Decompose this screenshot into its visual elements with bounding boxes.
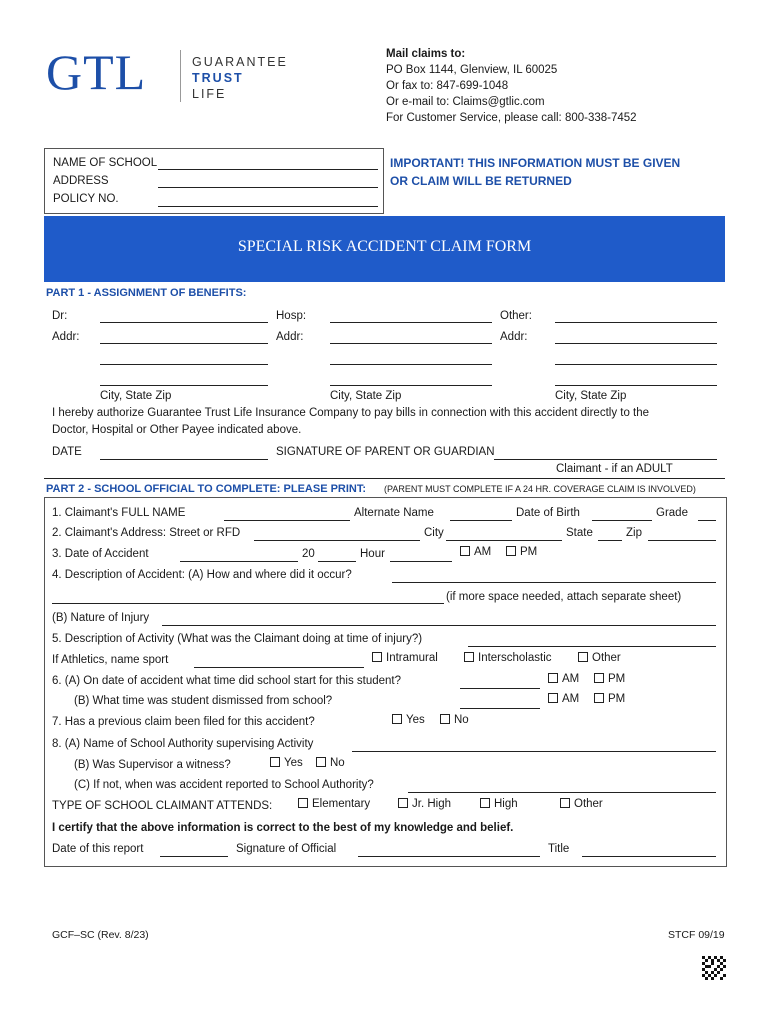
date-label: DATE: [52, 446, 82, 458]
policy-no-label: POLICY NO.: [53, 193, 119, 205]
date-report-label: Date of this report: [52, 843, 144, 855]
q8c-field[interactable]: [408, 792, 716, 793]
q8b-no-checkbox[interactable]: [316, 757, 326, 767]
other-addr-label: Addr:: [500, 331, 528, 343]
hour-label: Hour: [360, 548, 385, 560]
q8b-no-text: No: [330, 757, 345, 769]
state-label: State: [566, 527, 593, 539]
dob-label: Date of Birth: [516, 507, 580, 519]
year-label: 20: [302, 548, 315, 560]
school-type-label: TYPE OF SCHOOL CLAIMANT ATTENDS:: [52, 800, 273, 812]
q3-pm-checkbox[interactable]: [506, 546, 516, 556]
title-field[interactable]: [582, 856, 716, 857]
authorize-line-1: I hereby authorize Guarantee Trust Life Insurance Company to pay bills in connection with this accident directly to the: [52, 407, 650, 419]
intramural-checkbox[interactable]: [372, 652, 382, 662]
mail-service: For Customer Service, please call: 800-338-7452: [386, 112, 637, 124]
sig-official-field[interactable]: [358, 856, 540, 857]
hosp-addr2-field[interactable]: [330, 364, 492, 365]
q6b-pm-text: PM: [608, 693, 626, 705]
mail-heading: Mail claims to:: [386, 48, 466, 60]
sig-official-label: Signature of Official: [236, 843, 337, 855]
mail-email: Or e-mail to: Claims@gtlic.com: [386, 96, 545, 108]
q8b-yes-option[interactable]: [270, 756, 303, 770]
athletics-other-option[interactable]: [578, 651, 621, 665]
q6b-field[interactable]: [460, 708, 540, 709]
hosp-label: Hosp:: [276, 310, 307, 322]
athletics-field[interactable]: [194, 667, 364, 668]
gtl-logo: [46, 44, 146, 100]
q1-label: 1. Claimant's FULL NAME: [52, 507, 186, 519]
q8c-label: (C) If not, when was accident reported to School Authority?: [74, 779, 374, 791]
mail-fax: Or fax to: 847-699-1048: [386, 80, 509, 92]
q8b-yes-text: Yes: [284, 757, 303, 769]
elementary-option[interactable]: [298, 797, 370, 811]
q3-am-option[interactable]: [460, 545, 491, 559]
q6b-am-checkbox[interactable]: [548, 693, 558, 703]
high-text: High: [494, 798, 518, 810]
q7-yes-option[interactable]: [392, 713, 425, 727]
logo-divider: [180, 50, 181, 102]
q6b-pm-option[interactable]: [594, 692, 625, 706]
year-field[interactable]: [318, 561, 356, 562]
logo-line-life: LIFE: [192, 87, 227, 101]
dr-addr-label: Addr:: [52, 331, 80, 343]
elementary-text: Elementary: [312, 798, 371, 810]
other-field[interactable]: [555, 322, 717, 323]
q5-field[interactable]: [468, 646, 716, 647]
dr-city-label: City, State Zip: [100, 390, 172, 402]
interscholastic-text: Interscholastic: [478, 652, 552, 664]
footer-left: GCF–SC (Rev. 8/23): [52, 929, 149, 941]
jr-high-option[interactable]: [398, 797, 451, 811]
hosp-city-label: City, State Zip: [330, 390, 402, 402]
q6a-am-text: AM: [562, 673, 580, 685]
other-addr2-field[interactable]: [555, 364, 717, 365]
part2-note: (PARENT MUST COMPLETE IF A 24 HR. COVERAGE CLAIM IS INVOLVED): [384, 484, 696, 494]
school-other-text: Other: [574, 798, 603, 810]
school-other-option[interactable]: [560, 797, 603, 811]
logo-text: [192, 54, 288, 102]
q8b-label: (B) Was Supervisor a witness?: [74, 759, 231, 771]
logo-mark: GTL: [46, 44, 147, 100]
q6a-label: 6. (A) On date of accident what time did school start for this student?: [52, 675, 402, 687]
q3-pm-option[interactable]: [506, 545, 537, 559]
q7-label: 7. Has a previous claim been filed for this accident?: [52, 716, 315, 728]
intramural-option[interactable]: [372, 651, 438, 665]
school-name-label: NAME OF SCHOOL: [53, 157, 158, 169]
other-addr-field[interactable]: [555, 343, 717, 344]
logo-line-guarantee: GUARANTEE: [192, 55, 288, 69]
grade-label: Grade: [656, 507, 688, 519]
city-label: City: [424, 527, 444, 539]
q6a-pm-option[interactable]: [594, 672, 625, 686]
policy-no-field[interactable]: [158, 206, 378, 207]
q1-name-field[interactable]: [224, 520, 350, 521]
signature-field[interactable]: [494, 459, 717, 460]
q3-pm-text: PM: [520, 546, 538, 558]
jr-high-text: Jr. High: [412, 798, 451, 810]
q4-field[interactable]: [392, 582, 716, 583]
athletics-label: If Athletics, name sport: [52, 654, 169, 666]
school-address-field[interactable]: [158, 187, 378, 188]
hosp-city-field[interactable]: [330, 385, 492, 386]
interscholastic-checkbox[interactable]: [464, 652, 474, 662]
dr-city-field[interactable]: [100, 385, 268, 386]
claimant-adult-label: Claimant - if an ADULT: [556, 463, 673, 475]
q7-no-checkbox[interactable]: [440, 714, 450, 724]
q6a-pm-text: PM: [608, 673, 626, 685]
alt-name-label: Alternate Name: [354, 507, 434, 519]
athletics-other-text: Other: [592, 652, 621, 664]
hosp-addr-field[interactable]: [330, 343, 492, 344]
high-checkbox[interactable]: [480, 798, 490, 808]
q6a-am-checkbox[interactable]: [548, 673, 558, 683]
q4-field-2[interactable]: [52, 603, 444, 604]
date-field[interactable]: [100, 459, 268, 460]
q6a-field[interactable]: [460, 688, 540, 689]
q3-am-text: AM: [474, 546, 492, 558]
hosp-field[interactable]: [330, 322, 492, 323]
part2-heading: PART 2 - SCHOOL OFFICIAL TO COMPLETE: PLEASE PRINT:: [46, 483, 367, 495]
q7-no-option[interactable]: [440, 713, 469, 727]
mail-block: [386, 46, 637, 126]
jr-high-checkbox[interactable]: [398, 798, 408, 808]
school-address-label: ADDRESS: [53, 175, 109, 187]
q7-no-text: No: [454, 714, 469, 726]
school-other-checkbox[interactable]: [560, 798, 570, 808]
dr-addr2-field[interactable]: [100, 364, 268, 365]
nature-label: (B) Nature of Injury: [52, 612, 150, 624]
footer-right: STCF 09/19: [668, 929, 725, 941]
q3-date-field[interactable]: [180, 561, 298, 562]
athletics-other-checkbox[interactable]: [578, 652, 588, 662]
q3-label: 3. Date of Accident: [52, 548, 149, 560]
barcode-icon: [702, 956, 726, 980]
hosp-addr-label: Addr:: [276, 331, 304, 343]
q5-label: 5. Description of Activity (What was the Claimant doing at time of injury?): [52, 633, 423, 645]
authorize-line-2: Doctor, Hospital or Other Payee indicated above.: [52, 424, 302, 436]
q6b-pm-checkbox[interactable]: [594, 693, 604, 703]
q8a-label: 8. (A) Name of School Authority supervising Activity: [52, 738, 314, 750]
other-city-field[interactable]: [555, 385, 717, 386]
mail-address: PO Box 1144, Glenview, IL 60025: [386, 64, 558, 76]
elementary-checkbox[interactable]: [298, 798, 308, 808]
q3-am-checkbox[interactable]: [460, 546, 470, 556]
nature-field[interactable]: [162, 625, 716, 626]
q8b-no-option[interactable]: [316, 756, 345, 770]
q6a-pm-checkbox[interactable]: [594, 673, 604, 683]
q6b-am-text: AM: [562, 693, 580, 705]
alt-name-field[interactable]: [450, 520, 512, 521]
city-field[interactable]: [446, 540, 562, 541]
logo-line-trust: TRUST: [192, 71, 244, 85]
q4-label: 4. Description of Accident: (A) How and where did it occur?: [52, 569, 352, 581]
important-notice: [390, 154, 680, 190]
grade-field[interactable]: [698, 520, 716, 521]
intramural-text: Intramural: [386, 652, 438, 664]
important-line-2: OR CLAIM WILL BE RETURNED: [390, 174, 572, 188]
q7-yes-checkbox[interactable]: [392, 714, 402, 724]
title-label: Title: [548, 843, 570, 855]
q2-street-field[interactable]: [254, 540, 420, 541]
part1-heading: PART 1 - ASSIGNMENT OF BENEFITS:: [46, 287, 247, 299]
date-report-field[interactable]: [160, 856, 228, 857]
q6a-am-option[interactable]: [548, 672, 579, 686]
q6b-label: (B) What time was student dismissed from school?: [74, 695, 333, 707]
q8b-yes-checkbox[interactable]: [270, 757, 280, 767]
more-space-note: (if more space needed, attach separate sheet): [446, 591, 682, 603]
claimant-adult-field[interactable]: [44, 478, 725, 479]
school-name-field[interactable]: [158, 169, 378, 170]
certify-statement: I certify that the above information is correct to the best of my knowledge and belief.: [52, 822, 514, 834]
important-line-1: IMPORTANT! THIS INFORMATION MUST BE GIVEN: [390, 156, 681, 170]
q2-label: 2. Claimant's Address: Street or RFD: [52, 527, 241, 539]
state-field[interactable]: [598, 540, 622, 541]
zip-label: Zip: [626, 527, 642, 539]
dob-field[interactable]: [592, 520, 652, 521]
zip-field[interactable]: [648, 540, 716, 541]
dr-field[interactable]: [100, 322, 268, 323]
dr-addr-field[interactable]: [100, 343, 268, 344]
form-title: SPECIAL RISK ACCIDENT CLAIM FORM: [237, 238, 532, 255]
other-city-label: City, State Zip: [555, 390, 627, 402]
q8a-field[interactable]: [352, 751, 716, 752]
other-label: Other:: [500, 310, 532, 322]
q6b-am-option[interactable]: [548, 692, 579, 706]
q7-yes-text: Yes: [406, 714, 425, 726]
high-option[interactable]: [480, 797, 518, 811]
signature-label: SIGNATURE OF PARENT OR GUARDIAN: [276, 446, 495, 458]
hour-field[interactable]: [390, 561, 452, 562]
dr-label: Dr:: [52, 310, 68, 322]
interscholastic-option[interactable]: [464, 651, 552, 665]
